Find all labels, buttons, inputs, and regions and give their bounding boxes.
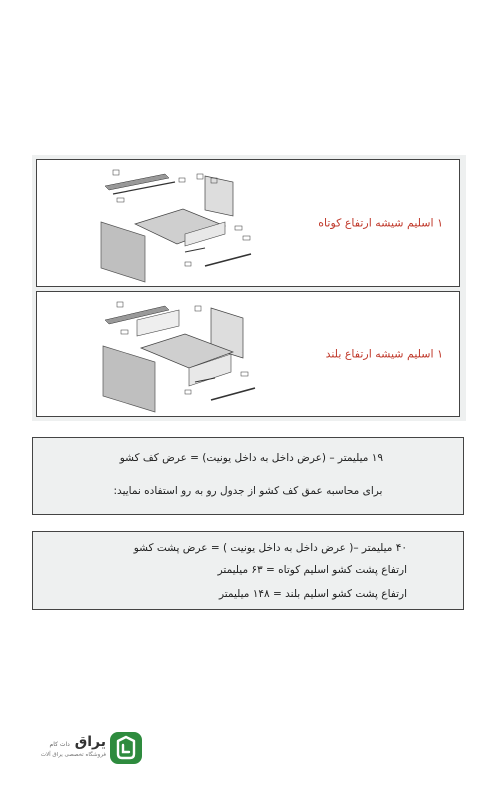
back-height-tall: ارتفاع پشت کشو اسلیم بلند = ۱۴۸ میلیمتر bbox=[218, 588, 407, 600]
brand-domain: دات کام bbox=[49, 741, 70, 748]
drawer-exploded-diagram-short bbox=[65, 164, 265, 284]
brand-name bbox=[50, 734, 106, 750]
floor-width-formula-box bbox=[32, 437, 464, 515]
brand-name-text: یراق bbox=[74, 734, 106, 750]
panel-tall-glass bbox=[36, 291, 460, 417]
diagram-panels bbox=[32, 155, 466, 421]
panel-caption-short: ۱ اسلیم شیشه ارتفاع کوتاه bbox=[318, 216, 443, 230]
floor-depth-note: برای محاسبه عمق کف کشو از جدول رو به رو استفاده نمایید: bbox=[113, 485, 383, 497]
brand-logo-icon bbox=[110, 732, 142, 764]
drawer-exploded-diagram-tall bbox=[65, 296, 265, 416]
back-panel-formula-box bbox=[32, 531, 464, 610]
panel-caption-tall: ۱ اسلیم شیشه ارتفاع بلند bbox=[325, 347, 443, 361]
floor-width-formula: ۱۹ میلیمتر – (عرض داخل به داخل یونیت) = عرض کف کشو bbox=[119, 452, 383, 464]
back-width-formula: ۴۰ میلیمتر –( عرض داخل به داخل یونیت ) = عرض پشت کشو bbox=[133, 542, 407, 554]
brand-logo[interactable] bbox=[38, 730, 148, 766]
panel-short-glass bbox=[36, 159, 460, 287]
brand-tagline: فروشگاه تخصصی یراق آلات bbox=[40, 752, 106, 758]
back-height-short: ارتفاع پشت کشو اسلیم کوتاه = ۶۳ میلیمتر bbox=[217, 564, 407, 576]
